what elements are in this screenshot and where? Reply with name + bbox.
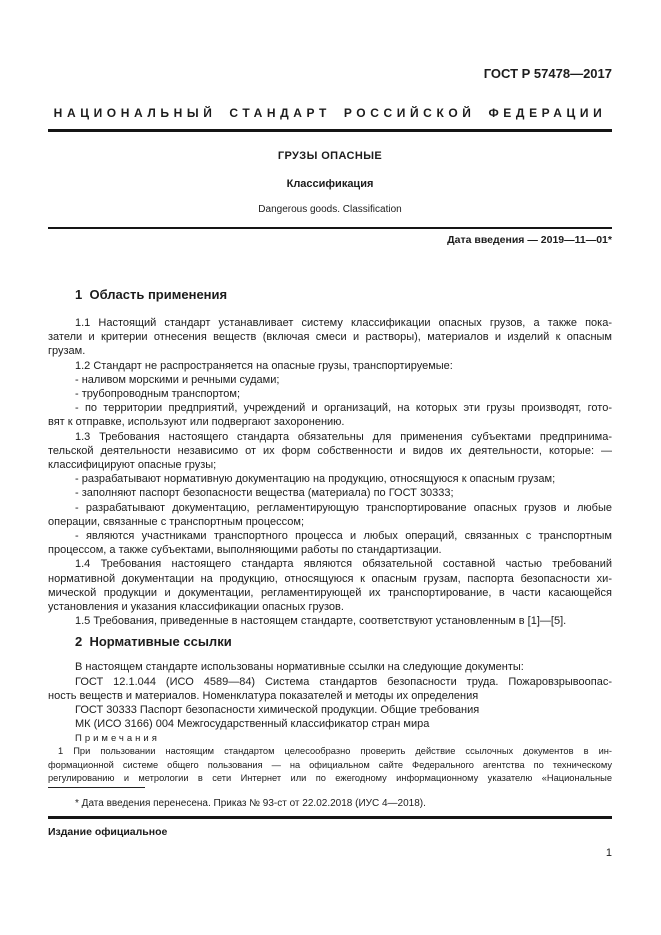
section-1-heading: 1 Область применения	[75, 287, 228, 302]
footnote-divider	[48, 787, 145, 788]
page-number: 1	[605, 846, 612, 859]
text-line: ГОСТ 12.1.044 (ИСО 4589—84) Система стандартов безопасности труда. Пожаровзрывоопас-	[75, 675, 612, 688]
text-line: тельской деятельности независимо от их форм собственности и видов их деятельности, которые: —	[48, 444, 612, 457]
text-line: - трубопроводным транспортом;	[75, 388, 241, 401]
text-line: ность веществ и материалов. Номенклатура показателей и методы их определения	[48, 689, 479, 702]
text-line: 1.2 Стандарт не распространяется на опасные грузы, транспортируемые:	[75, 359, 453, 372]
doc-number: ГОСТ Р 57478—2017	[483, 66, 612, 81]
doc-title-english: Dangerous goods. Classification	[258, 204, 402, 215]
effective-date: Дата введения — 2019—11—01*	[447, 234, 612, 246]
text-line: 1.1 Настоящий стандарт устанавливает систему классификации опасных грузов, а также пока-	[75, 317, 612, 329]
text-line: операции, связанные с транспортным процессом;	[48, 515, 305, 528]
text-line: 1 При пользовании настоящим стандартом целесообразно проверить действие ссылочных документов в ин-	[58, 746, 612, 757]
text-line: - заполняют паспорт безопасности вещества (материала) по ГОСТ 30333;	[75, 487, 454, 500]
text-line: затели и критерии отнесения веществ (включая смеси и растворы), материалов и изделий к опасным	[48, 331, 612, 344]
notes-block	[48, 733, 612, 785]
text-line: - разрабатывают документацию, регламентирующую транспортирование опасных грузов и любые	[75, 501, 612, 514]
text-line: - наливом морскими и речными судами;	[75, 373, 280, 386]
notes-label: Примечания	[75, 733, 160, 745]
text-line: - по территории предприятий, учреждений и организаций, на которых эти грузы производят, гото-	[75, 402, 612, 415]
text-line: мической продукции и документации, регламентирующей их транспортирование, в части касающейся	[48, 586, 612, 599]
section-2-heading: 2 Нормативные ссылки	[75, 634, 232, 650]
text-line: процессом, а также субъектами, выполняющими работы по стандартизации.	[48, 544, 442, 557]
text-line: МК (ИСО 3166) 004 Межгосударственный классификатор стран мира	[75, 718, 430, 731]
text-line: грузам.	[48, 345, 86, 358]
text-line: 1.5 Требования, приведенные в настоящем стандарте, соответствуют установленным в [1]—[5].	[75, 615, 567, 628]
footer-divider	[48, 816, 612, 819]
doc-title: ГРУЗЫ ОПАСНЫЕ	[277, 150, 383, 162]
text-line: регулированию и метрологии в сети Интернет или по ежегодному информационному указателю «Национальные	[48, 773, 612, 784]
text-line: классифицируют опасные грузы;	[48, 459, 217, 472]
notes-body	[48, 745, 612, 785]
footnote-text: * Дата введения перенесена. Приказ № 93-ст от 22.02.2018 (ИУС 4—2018).	[75, 797, 426, 809]
header-divider	[48, 129, 612, 132]
text-line: - разрабатывают нормативную документацию на продукцию, относящуюся к опасным грузам;	[75, 473, 556, 486]
section-2-body	[48, 660, 612, 731]
text-line: В настоящем стандарте использованы нормативные ссылки на следующие документы:	[75, 661, 524, 674]
text-line: формационной системе общего пользования — на официальном сайте Федерального агентства по техническому	[48, 759, 612, 770]
section-1-body	[48, 316, 612, 628]
standard-banner: НАЦИОНАЛЬНЫЙ СТАНДАРТ РОССИЙСКОЙ ФЕДЕРАЦИИ	[53, 106, 607, 120]
edition-label: Издание официальное	[48, 825, 168, 838]
text-line: вят к отправке, используют или подвергают захоронению.	[48, 416, 345, 429]
text-line: - являются участниками транспортного процесса и любых операций, связанных с транспортным	[75, 530, 612, 543]
text-line: нормативной документации на продукцию, относящуюся к опасным грузам, паспорта безопасности хи-	[48, 572, 612, 585]
text-line: ГОСТ 30333 Паспорт безопасности химической продукции. Общие требования	[75, 704, 480, 717]
text-line: 1.4 Требования настоящего стандарта являются обязательной составной частью требований	[75, 558, 612, 571]
text-line: 1.3 Требования настоящего стандарта обязательны для применения субъектами предпринима-	[75, 430, 612, 443]
title-divider	[48, 227, 612, 229]
doc-subtitle: Классификация	[286, 178, 374, 190]
text-line: установления и указания классификации опасных грузов.	[48, 601, 344, 614]
